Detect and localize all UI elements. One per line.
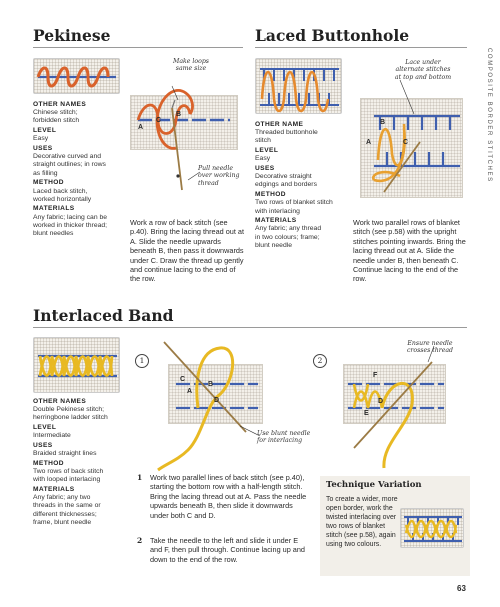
step-2-diagram — [320, 338, 480, 468]
step-1-label-a: A — [187, 388, 193, 395]
laced-buttonhole-sample-swatch — [255, 58, 342, 114]
method-label: METHOD — [33, 179, 64, 187]
laced-buttonhole-sample-stitches — [256, 59, 342, 114]
page-number: 63 — [457, 584, 466, 593]
other-names-value: Chinese stitch; forbidden stitch — [33, 109, 80, 125]
materials-label: MATERIALS — [33, 486, 75, 494]
step-1-number: 1 — [137, 473, 143, 482]
laced-buttonhole-label-c: C — [403, 139, 409, 146]
technique-variation-text: To create a wider, more open border, work the twisted interlacing over two rows of blanket stitch (see p.58), again using two colours. — [326, 496, 398, 548]
pekinese-instructions: Work a row of back stitch (see p.40). Bring the lacing thread out at A. Slide the needle upwards beneath B, then pass it downwards under C. Draw the thread up gently and continue lacing to the end of the row. — [130, 218, 244, 284]
other-name-label: OTHER NAME — [255, 121, 304, 128]
step-2-marker: 2 — [313, 354, 327, 368]
pekinese-details — [33, 101, 128, 240]
step-1-label-c: C — [180, 376, 186, 383]
other-names-value: Double Pekinese stitch; herringbone ladder stitch — [33, 406, 108, 422]
uses-value: Decorative curved and straight outlines; in rows as filling — [33, 153, 106, 177]
laced-buttonhole-label-a: A — [366, 139, 372, 146]
other-names-label: OTHER NAMES — [33, 101, 87, 108]
interlaced-band-details — [33, 398, 128, 529]
step-1-annotation-needle: Use blunt needle for interlacing — [257, 430, 311, 445]
materials-value: Any fabric; any two threads in the same or different thicknesses; frame, blunt needle — [33, 494, 101, 526]
pekinese-label-b: B — [176, 111, 182, 118]
pekinese-annotation-loops: Make loops same size — [173, 58, 209, 73]
pekinese-sample-swatch — [33, 58, 120, 94]
laced-buttonhole-instructions: Work two parallel rows of blanket stitch (see p.58) with the upright stitches pointing inwards. Bring the lacing thread out at A. Slide the needle under B, then beneath C. Continue lacing to the end of the row. — [353, 218, 466, 284]
interlaced-band-title-rule — [33, 327, 467, 328]
method-value: Two rows of blanket stitch with interlacing — [255, 199, 333, 215]
other-name-value: Threaded buttonhole stitch — [255, 129, 318, 145]
technique-variation-stitches — [401, 509, 464, 548]
pekinese-label-c: C — [156, 117, 162, 124]
step-2-text: Take the needle to the left and slide it under E and F, then pull through. Continue lacing up and down to the end of the row. — [150, 536, 305, 564]
pekinese-title: Pekinese — [33, 26, 111, 45]
technique-variation-swatch — [400, 508, 464, 548]
step-2-number: 2 — [137, 536, 143, 545]
laced-buttonhole-details — [255, 121, 350, 252]
pekinese-sample-stitches — [34, 59, 120, 94]
level-label: LEVEL — [255, 147, 279, 155]
pekinese-label-a: A — [138, 124, 144, 131]
step-2-annotation-cross: Ensure needle crosses thread — [406, 340, 454, 355]
uses-value: Braided straight lines — [33, 450, 97, 458]
step-1-label-b: B — [208, 381, 214, 388]
level-label: LEVEL — [33, 127, 57, 135]
pekinese-title-rule — [33, 47, 243, 48]
interlaced-band-title: Interlaced Band — [33, 306, 174, 325]
level-value: Easy — [33, 135, 49, 143]
method-value: Laced back stitch, worked horizontally — [33, 187, 92, 203]
step-1-text: Work two parallel lines of back stitch (see p.40), starting the bottom row with a half-length stitch. Bring the lacing thread out at A. Pass the needle upwards beneath B, then slide it downwards under both C and D. — [150, 473, 307, 520]
pekinese-annotation-needle: Pull needle over working thread — [198, 165, 240, 187]
step-2-label-f: F — [373, 372, 378, 379]
laced-buttonhole-label-b: B — [380, 119, 386, 126]
step-1-label-d: D — [214, 397, 220, 404]
level-label: LEVEL — [33, 424, 57, 432]
laced-buttonhole-diagram — [360, 80, 470, 220]
level-value: Easy — [255, 155, 271, 163]
uses-label: USES — [33, 145, 53, 153]
laced-buttonhole-title-rule — [255, 47, 467, 48]
step-2-label-e: E — [364, 410, 369, 417]
uses-label: USES — [33, 442, 53, 450]
level-value: Intermediate — [33, 432, 71, 440]
method-value: Two rows of back stitch with looped interlacing — [33, 468, 104, 484]
method-label: METHOD — [33, 459, 64, 467]
uses-label: USES — [255, 165, 275, 173]
step-1-marker: 1 — [135, 354, 149, 368]
uses-value: Decorative straight edgings and borders — [255, 173, 317, 189]
section-side-tab: COMPOSITE BORDER STITCHES — [486, 48, 492, 183]
interlaced-band-sample-swatch — [33, 337, 120, 393]
materials-value: Any fabric; any thread in two colours; frame; blunt needle — [255, 225, 322, 249]
step-2-label-d: D — [378, 398, 384, 405]
materials-label: MATERIALS — [255, 217, 297, 225]
materials-value: Any fabric; lacing can be worked in thicker thread; blunt needles — [33, 213, 108, 238]
laced-buttonhole-title: Laced Buttonhole — [255, 26, 410, 45]
pekinese-diagram — [120, 70, 250, 210]
method-label: METHOD — [255, 191, 286, 199]
interlaced-band-sample-stitches — [34, 338, 120, 393]
technique-variation-title: Technique Variation — [326, 480, 422, 490]
materials-label: MATERIALS — [33, 205, 75, 213]
other-names-label: OTHER NAMES — [33, 398, 87, 405]
laced-buttonhole-annotation: Lace under alternate stitches at top and bottom — [394, 59, 452, 81]
